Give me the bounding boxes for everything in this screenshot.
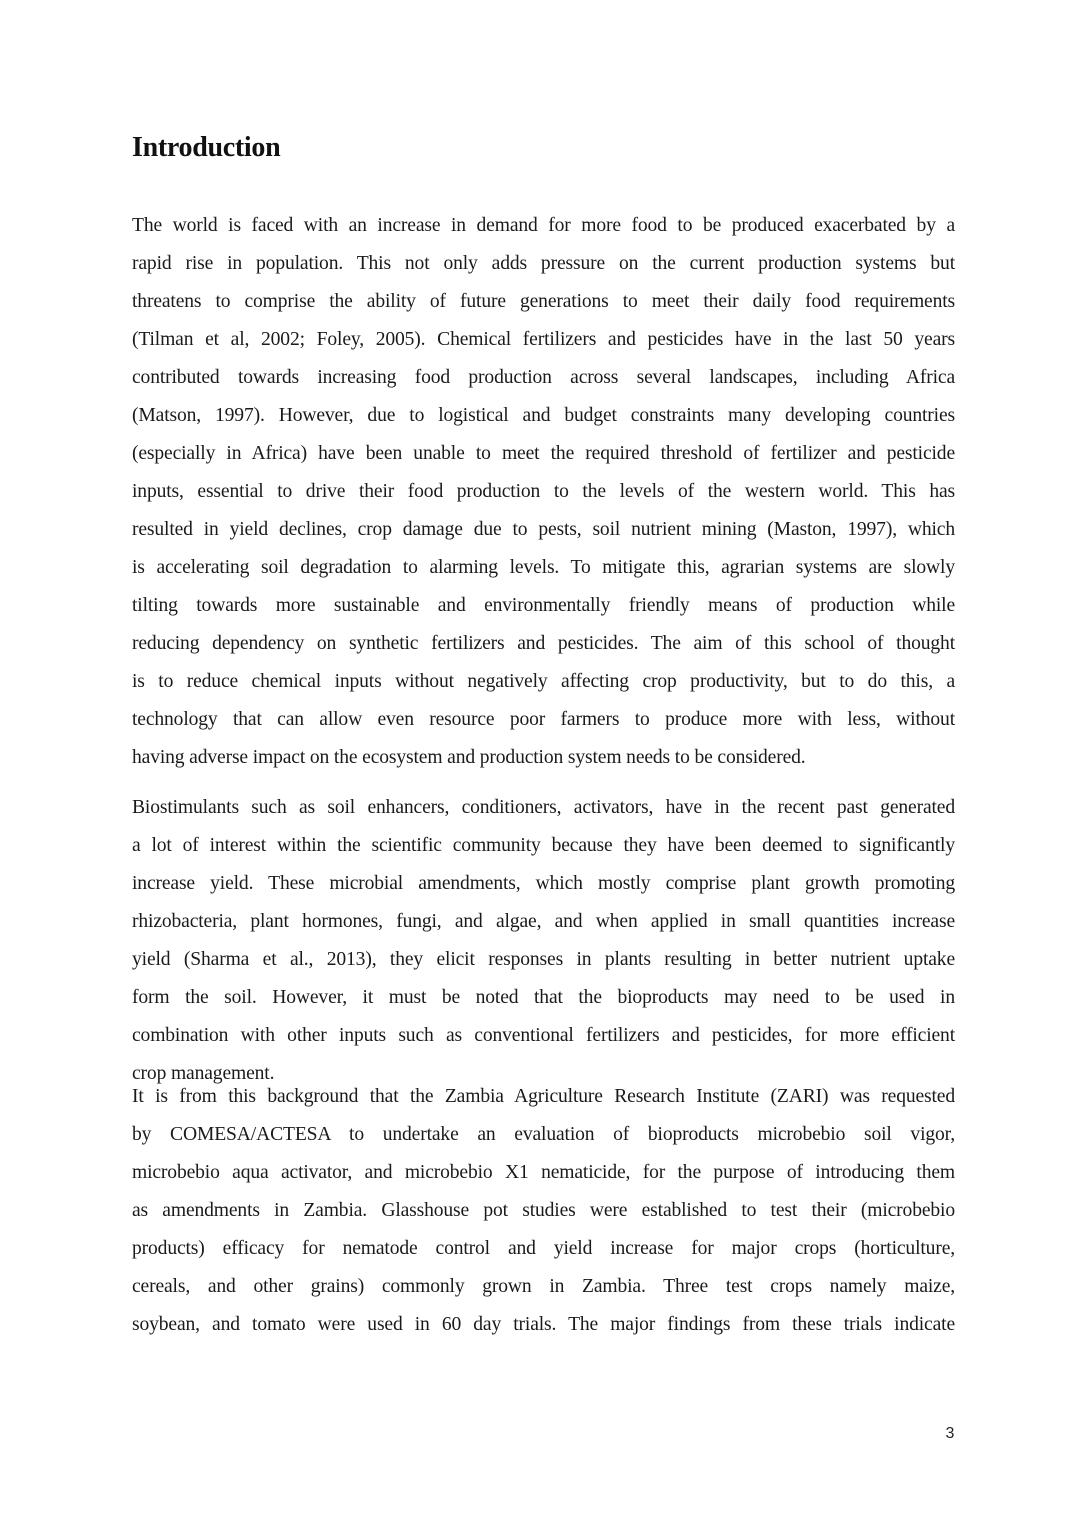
text-line: contributed towards increasing food production across several landscapes, including Africa	[132, 367, 955, 388]
text-line: (especially in Africa) have been unable to meet the required threshold of fertilizer and pesticide	[132, 443, 955, 464]
text-line: increase yield. These microbial amendments, which mostly comprise plant growth promoting	[132, 873, 955, 894]
text-line: reducing dependency on synthetic fertilizers and pesticides. The aim of this school of thought	[132, 633, 955, 654]
text-line: microbebio aqua activator, and microbebio X1 nematicide, for the purpose of introducing them	[132, 1162, 955, 1183]
text-line: is to reduce chemical inputs without negatively affecting crop productivity, but to do this, a	[132, 671, 955, 692]
text-line: is accelerating soil degradation to alarming levels. To mitigate this, agrarian systems are slowly	[132, 557, 955, 578]
paragraph-3	[132, 1078, 955, 1344]
text-line: rhizobacteria, plant hormones, fungi, and algae, and when applied in small quantities increase	[132, 911, 955, 932]
text-line: The world is faced with an increase in demand for more food to be produced exacerbated by a	[132, 215, 955, 236]
page-number: 3	[945, 1425, 955, 1442]
text-line: yield (Sharma et al., 2013), they elicit responses in plants resulting in better nutrient uptake	[132, 949, 955, 970]
text-line: form the soil. However, it must be noted that the bioproducts may need to be used in	[132, 987, 955, 1008]
text-line: It is from this background that the Zambia Agriculture Research Institute (ZARI) was requested	[132, 1086, 955, 1107]
text-line: by COMESA/ACTESA to undertake an evaluation of bioproducts microbebio soil vigor,	[132, 1124, 955, 1145]
text-line: Biostimulants such as soil enhancers, conditioners, activators, have in the recent past generated	[132, 797, 955, 818]
text-line: technology that can allow even resource poor farmers to produce more with less, without	[132, 709, 955, 730]
section-heading: Introduction	[132, 132, 281, 163]
text-line: threatens to comprise the ability of future generations to meet their daily food requirements	[132, 291, 955, 312]
text-line: (Matson, 1997). However, due to logistical and budget constraints many developing countries	[132, 405, 955, 426]
text-line: rapid rise in population. This not only adds pressure on the current production systems but	[132, 253, 955, 274]
text-line: (Tilman et al, 2002; Foley, 2005). Chemical fertilizers and pesticides have in the last 50 years	[132, 329, 955, 350]
text-line: a lot of interest within the scientific community because they have been deemed to significantly	[132, 835, 955, 856]
text-line: cereals, and other grains) commonly grown in Zambia. Three test crops namely maize,	[132, 1276, 955, 1297]
text-line: soybean, and tomato were used in 60 day trials. The major findings from these trials indicate	[132, 1314, 955, 1335]
text-line: inputs, essential to drive their food production to the levels of the western world. This has	[132, 481, 955, 502]
text-line: having adverse impact on the ecosystem and production system needs to be considered.	[132, 747, 806, 768]
paragraph-1	[132, 207, 955, 777]
paragraph-2	[132, 789, 955, 1093]
text-line: products) efficacy for nematode control and yield increase for major crops (horticulture,	[132, 1238, 955, 1259]
text-line: as amendments in Zambia. Glasshouse pot studies were established to test their (microbebio	[132, 1200, 955, 1221]
text-line: crop management.	[132, 1063, 275, 1084]
text-line: combination with other inputs such as conventional fertilizers and pesticides, for more efficient	[132, 1025, 955, 1046]
text-line: tilting towards more sustainable and environmentally friendly means of production while	[132, 595, 955, 616]
text-line: resulted in yield declines, crop damage due to pests, soil nutrient mining (Maston, 1997), which	[132, 519, 955, 540]
